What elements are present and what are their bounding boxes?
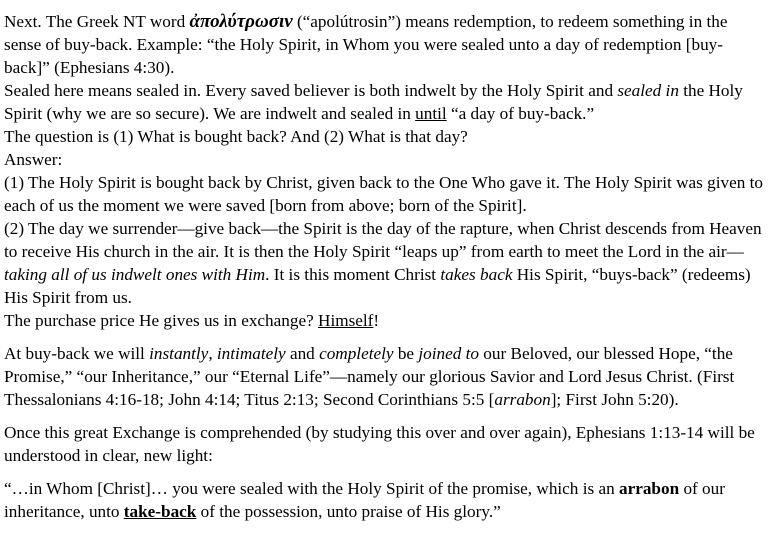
text: our Beloved, our blessed Hope, “the Promise,” “our Inheritance,” our “Eternal Life”—namely our glorious Savior and Lord Jesus Christ. (First Thessalonians 4:16-18; John 4:14; Titus 2:13; Second Corinthians 5:5 [	[4, 344, 735, 409]
text: Sealed here means sealed in. Every saved believer is both indwelt by the Holy Spirit and	[4, 81, 618, 100]
text: of the possession, unto praise of His glory.”	[196, 502, 501, 521]
text: At buy-back we will	[4, 344, 150, 363]
italic-text: completely	[319, 344, 394, 363]
paragraph-buy-back	[4, 342, 768, 411]
text: be	[393, 344, 419, 363]
text: The purchase price He gives us in exchange?	[4, 311, 319, 330]
text: “…in Whom [Christ]… you were sealed with the Holy Spirit of the promise, which is an	[4, 479, 619, 498]
italic-text: arrabon	[494, 390, 551, 409]
paragraph-answer-label: Answer:	[4, 150, 63, 169]
italic-text: taking all of us indwelt ones with Him	[4, 265, 266, 284]
italic-text: takes back	[440, 265, 513, 284]
bold-underlined-text: take-back	[123, 502, 197, 521]
text: of our inheritance, unto	[4, 479, 725, 521]
text: Next. The Greek NT word	[4, 12, 190, 31]
text: (2) The day we surrender—give back—the Spirit is the day of the rapture, when Christ descends from Heaven to receive His church in the air. It is then the Holy Spirit “leaps up” from earth to meet the Lord in the air—	[4, 219, 762, 261]
text: ]; First John 5:20).	[550, 390, 679, 409]
text: the Holy Spirit (why we are so secure). We are indwelt and sealed in	[4, 81, 743, 123]
underlined-text: Himself	[318, 311, 374, 330]
paragraph-exchange: Once this great Exchange is comprehended (by studying this over and over again), Ephesians 1:13-14 will be understood in clear, new light:	[4, 423, 755, 465]
greek-word: ἀπολύτρωσιν	[189, 11, 293, 32]
italic-text: instantly	[149, 344, 209, 363]
text: and	[285, 344, 320, 363]
italic-text: joined to	[418, 344, 479, 363]
document-body	[4, 0, 768, 523]
text: (“apolútrosin”) means redemption, to redeem something in the sense of buy-back. Example: “the Holy Spirit, in Whom you were sealed unto a day of redemption [buy-back]” (Ephesians 4:30).	[4, 12, 728, 77]
paragraph-sealed	[4, 79, 768, 125]
paragraph-purchase-price	[4, 309, 768, 332]
paragraph-answer-2	[4, 217, 768, 309]
text: ,	[208, 344, 217, 363]
text: . It is this moment Christ	[265, 265, 441, 284]
italic-text: sealed in	[617, 81, 679, 100]
paragraph-question: The question is (1) What is bought back? And (2) What is that day?	[4, 127, 468, 146]
text: His Spirit, “buys-back” (redeems) His Spirit from us.	[4, 265, 751, 307]
bold-text: arrabon	[618, 479, 680, 498]
paragraph-greek-word	[4, 10, 768, 79]
italic-text: intimately	[216, 344, 286, 363]
paragraph-quote	[4, 477, 768, 523]
underlined-text: until	[415, 104, 447, 123]
text: “a day of buy-back.”	[446, 104, 595, 123]
text: !	[373, 311, 380, 330]
paragraph-answer-1: (1) The Holy Spirit is bought back by Christ, given back to the One Who gave it. The Holy Spirit was given to each of us the moment we were saved [born from above; born of the Spirit].	[4, 173, 764, 215]
